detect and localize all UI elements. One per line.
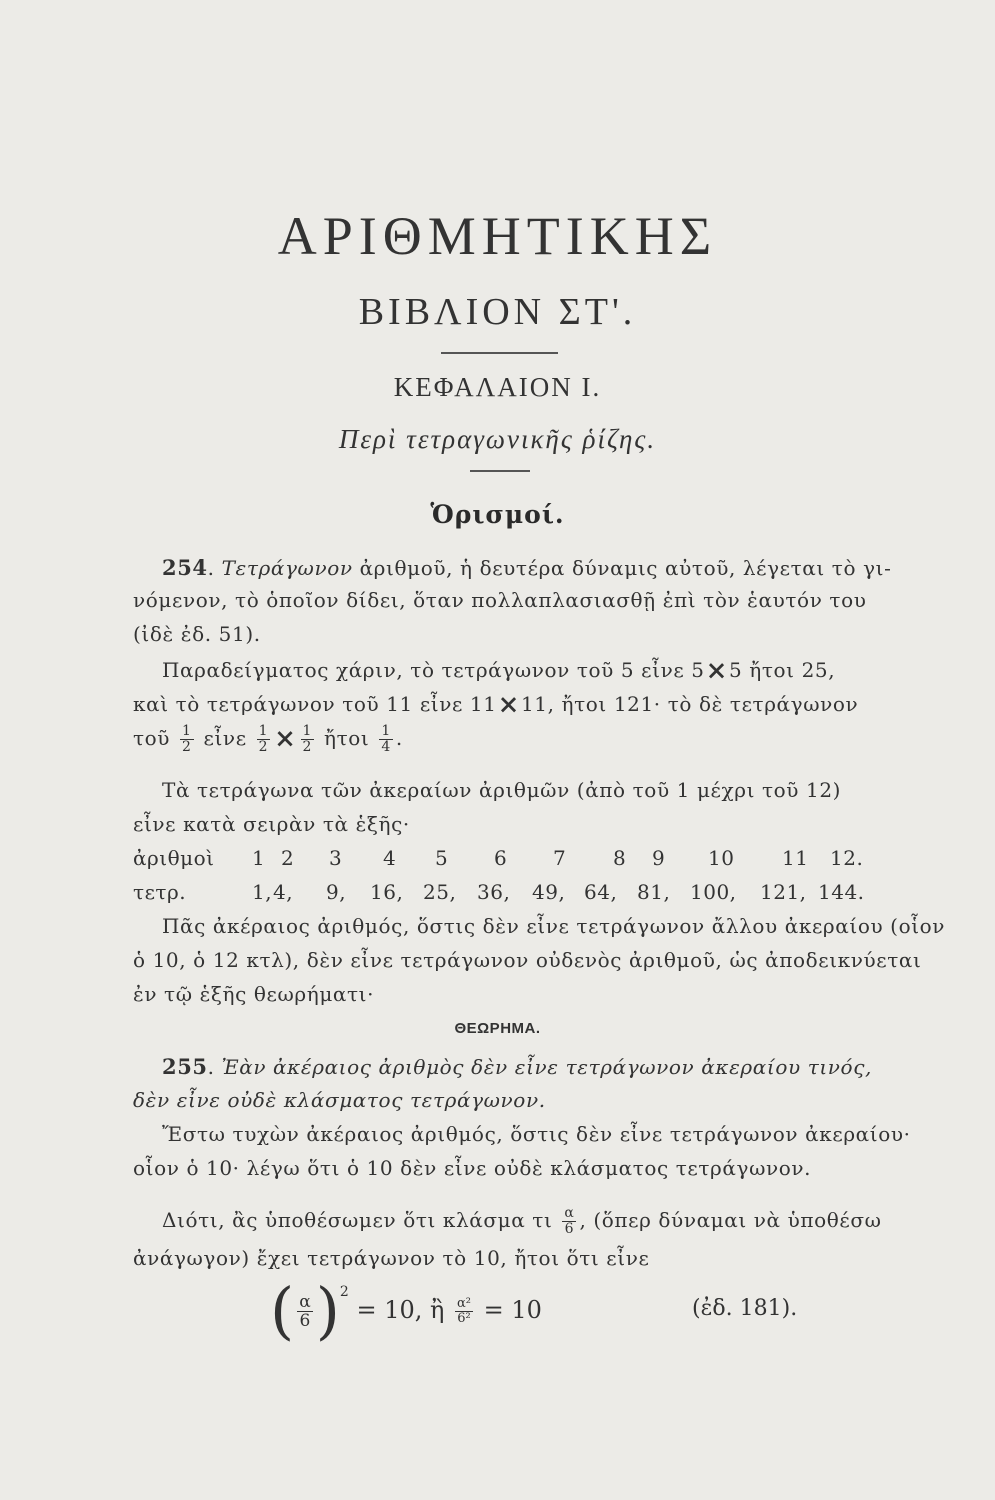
paragraph-line: 255. Ἐὰν ἀκέραιος ἀριθμὸς δὲν εἶνε τετράγωνον ἀκεραίου τινός, xyxy=(162,1054,872,1079)
paragraph-line: εἶνε κατὰ σειρὰν τὰ ἑξῆς· xyxy=(133,812,410,836)
row-label: ἀριθμοὶ xyxy=(133,846,215,870)
paragraph-line: Διότι, ἂς ὑποθέσωμεν ὅτι κλάσμα τι $\frac{\alpha}{6}$ , (ὅπερ δύναμαι νὰ ὑποθέσω xyxy=(162,1205,882,1237)
paragraph-line: Παραδείγματος χάριν, τὸ τετράγωνον τοῦ 5 εἶνε 5×5 ἤτοι 25, xyxy=(162,656,836,686)
paragraph-line: 254. Τετράγωνον ἀριθμοῦ, ἡ δευτέρα δύναμις αὐτοῦ, λέγεται τὸ γι- xyxy=(162,555,892,580)
paragraph-line: τοῦ $\frac{1}{2}$ εἶνε $\frac{1}{2}$ × $\frac{1}{2}$ ἤτοι $\frac{1}{4}$ . xyxy=(133,723,403,755)
paragraph-line: καὶ τὸ τετράγωνον τοῦ 11 εἶνε 11×11, ἤτοι 121· τὸ δὲ τετράγωνον xyxy=(133,690,859,720)
paragraph-line: Τὰ τετράγωνα τῶν ἀκεραίων ἀριθμῶν (ἀπὸ τοῦ 1 μέχρι τοῦ 12) xyxy=(162,778,842,802)
numbers-row: ἀριθμοὶ 1 2 3 4 5 6 7 8 9 10 11 12. xyxy=(133,846,864,870)
section-heading: Ὁρισμοί. xyxy=(430,500,565,529)
paragraph-line: Ἔστω τυχὼν ἀκέραιος ἀριθμός, ὅστις δὲν εἶνε τετράγωνον ἀκεραίου· xyxy=(162,1122,911,1146)
equation: ( $\frac{\alpha}{6}$ )$^2$ = 10, ἢ $\frac{\text{α²}}{\text{6²}}$ = 10 xyxy=(270,1274,542,1347)
theorem-heading: ΘΕΩΡΗΜΑ. xyxy=(454,1020,541,1037)
theorem-statement: Ἐὰν ἀκέραιος ἀριθμὸς δὲν εἶνε τετράγωνον ἀκεραίου τινός, xyxy=(221,1055,872,1079)
chapter-subtitle: Περὶ τετραγωνικῆς ῥίζης. xyxy=(338,424,657,454)
paragraph-line: ἐν τῷ ἑξῆς θεωρήματι· xyxy=(133,982,375,1006)
paragraph-line: ὁ 10, ὁ 12 κτλ), δὲν εἶνε τετράγωνον οὐδενὸς ἀριθμοῦ, ὡς ἀποδεικνύεται xyxy=(133,948,922,972)
row-label: τετρ. xyxy=(133,880,187,904)
fraction: $\frac{1}{2}$ xyxy=(182,723,192,755)
term: Τετράγωνον xyxy=(221,556,353,580)
divider xyxy=(441,352,558,354)
fraction: $\frac{\alpha}{6}$ xyxy=(299,1292,311,1331)
book-title: ΑΡΙΘΜΗΤΙΚΗΣ xyxy=(277,206,718,266)
paragraph-number: 255 xyxy=(162,1054,208,1079)
fraction: $\frac{\alpha}{6}$ xyxy=(564,1205,575,1237)
paragraph-number: 254 xyxy=(162,555,208,580)
fraction: $\frac{\text{α²}}{\text{6²}}$ xyxy=(457,1296,472,1326)
paragraph-line: (ἰδὲ ἐδ. 51). xyxy=(133,622,261,646)
paragraph-line: Πᾶς ἀκέραιος ἀριθμός, ὅστις δὲν εἶνε τετράγωνον ἄλλου ἀκεραίου (οἷον xyxy=(162,914,946,938)
paragraph-line: οἷον ὁ 10· λέγω ὅτι ὁ 10 δὲν εἶνε οὐδὲ κλάσματος τετράγωνον. xyxy=(133,1156,812,1180)
reference: (ἐδ. 181). xyxy=(692,1296,798,1321)
divider xyxy=(470,470,530,472)
book-subtitle: ΒΙΒΛΙΟΝ ΣΤ'. xyxy=(358,291,637,333)
squares-row: τετρ. 1, 4, 9, 16, 25, 36, 49, 64, 81, 100, 121, 144. xyxy=(133,880,865,904)
paragraph-line: δὲν εἶνε οὐδὲ κλάσματος τετράγωνον. xyxy=(133,1088,546,1112)
paragraph-line: ἀνάγωγον) ἔχει τετράγωνον τὸ 10, ἤτοι ὅτι εἶνε xyxy=(133,1246,650,1270)
fraction: $\frac{1}{4}$ xyxy=(381,723,391,755)
times-symbol: × xyxy=(705,656,728,686)
paragraph-line: νόμενον, τὸ ὁποῖον δίδει, ὅταν πολλαπλασιασθῇ ἐπὶ τὸν ἑαυτόν του xyxy=(133,588,867,612)
fraction: $\frac{1}{2}$ xyxy=(258,723,269,755)
fraction: $\frac{1}{2}$ xyxy=(302,723,313,755)
chapter-title: ΚΕΦΑΛΑΙΟΝ Ι. xyxy=(393,372,602,402)
